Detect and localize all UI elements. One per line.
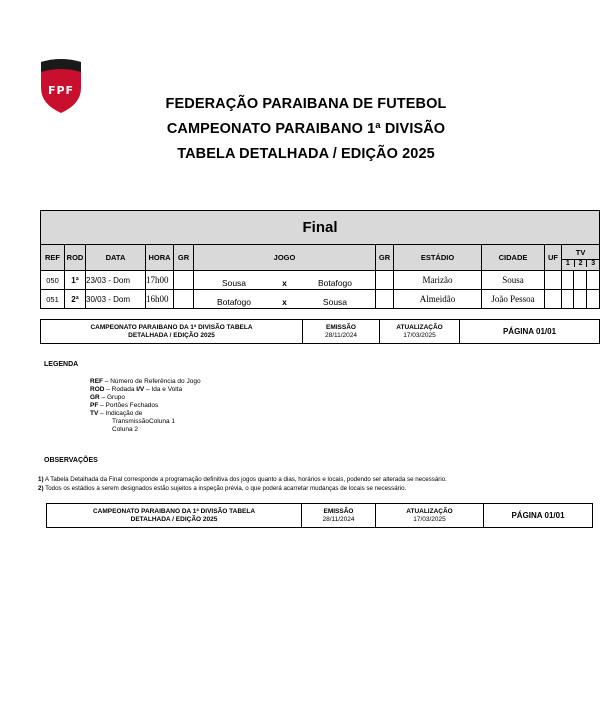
footer-title-line2: DETALHADA / EDIÇÃO 2025 (128, 331, 215, 339)
cell-tv2 (574, 290, 587, 309)
observations-title: OBSERVAÇÕES (44, 457, 98, 464)
header-table-title: TABELA DETALHADA / EDIÇÃO 2025 (177, 146, 435, 162)
footer-emissao (303, 320, 380, 344)
cell-estadio: Marizão (394, 271, 482, 290)
col-uf: UF (545, 245, 562, 271)
table-footer (40, 319, 600, 344)
legend-ref: REF – Número de Referência do Jogo (90, 378, 201, 385)
header-federation: FEDERAÇÃO PARAIBANA DE FUTEBOL (165, 96, 447, 112)
phase-title: Final (41, 211, 600, 245)
cell-gr1 (174, 290, 194, 309)
tv-subcolumns (562, 259, 599, 267)
col-data: DATA (86, 245, 146, 271)
cell-tv1 (562, 290, 574, 309)
col-tv (562, 245, 600, 271)
svg-text:FPF: FPF (47, 84, 75, 97)
col-estadio: ESTÁDIO (394, 245, 482, 271)
page-atualizacao-label: ATUALIZAÇÃO (406, 507, 453, 515)
cell-cidade: Sousa (482, 271, 545, 290)
cell-data: 30/03 - Dom (86, 290, 146, 309)
cell-gr2 (376, 271, 394, 290)
legend-pf: PF – Portões Fechados (90, 402, 159, 409)
page-footer-title-line1: CAMPEONATO PARAIBANO DA 1ª DIVISÃO TABELA (92, 507, 256, 515)
col-cidade: CIDADE (482, 245, 545, 271)
observation-1: 1) A Tabela Detalhada da Final corresponde a programação definitiva dos jogos quanto a dias, horários e locais, podendo ser alterada se necessário. (38, 476, 447, 483)
legend-rod: ROD – Rodada I/V – Ida e Volta (90, 386, 183, 393)
table-row (41, 271, 600, 290)
cell-tv3 (587, 271, 600, 290)
page-footer-title-line2: DETALHADA / EDIÇÃO 2025 (130, 515, 218, 523)
legend (90, 378, 201, 434)
cell-gr1 (174, 271, 194, 290)
home-team: Botafogo (216, 296, 252, 307)
away-team: Botafogo (317, 277, 352, 288)
cell-uf (545, 271, 562, 290)
cell-gr2 (376, 290, 394, 309)
footer-title-line1: CAMPEONATO PARAIBANO DA 1ª DIVISÃO TABELA (90, 323, 253, 331)
page-atualizacao-value: 17/03/2025 (413, 515, 446, 523)
page-footer-emissao (302, 504, 376, 528)
cell-tv1 (562, 271, 574, 290)
cell-hora: 17h00 (146, 271, 174, 290)
legend-tv-line2: TransmissãoColuna 1 (112, 418, 175, 425)
versus: x (282, 277, 287, 288)
cell-tv3 (587, 290, 600, 309)
observation-2: 2) Todos os estádios a serem designados estão sujeitos a inspeção prévia, o que poderá acarretar mudanças de locais se necessário. (38, 485, 407, 492)
page-emissao-label: EMISSÃO (323, 507, 354, 515)
footer-atualizacao (380, 320, 460, 344)
col-tv-1: 1 (565, 260, 570, 267)
legend-tv: TV – Indicação de (90, 410, 143, 417)
col-ref: REF (41, 245, 65, 271)
page-emissao-value: 28/11/2024 (322, 515, 355, 523)
away-team: Sousa (322, 296, 348, 307)
schedule-table (40, 210, 600, 309)
cell-rod: 1ª (65, 271, 86, 290)
page-footer (46, 503, 593, 528)
col-gr1: GR (174, 245, 194, 271)
col-tv-3: 3 (586, 260, 599, 267)
cell-cidade: João Pessoa (482, 290, 545, 309)
header-championship: CAMPEONATO PARAIBANO 1ª DIVISÃO (166, 121, 446, 137)
page-footer-number: PÁGINA 01/01 (484, 504, 593, 528)
cell-rod: 2ª (65, 290, 86, 309)
col-gr2: GR (376, 245, 394, 271)
cell-uf (545, 290, 562, 309)
cell-data: 23/03 - Dom (86, 271, 146, 290)
atualizacao-label: ATUALIZAÇÃO (396, 323, 443, 331)
emissao-label: EMISSÃO (326, 323, 356, 331)
table-header-row (41, 245, 600, 271)
page-footer-atualizacao (376, 504, 484, 528)
col-hora: HORA (146, 245, 174, 271)
versus: x (282, 296, 287, 307)
cell-estadio: Almeidão (394, 290, 482, 309)
page-number: PÁGINA 01/01 (460, 320, 600, 344)
col-tv-2: 2 (574, 260, 587, 267)
atualizacao-value: 17/03/2025 (403, 331, 436, 339)
legend-gr: GR – Grupo (90, 394, 126, 401)
footer-title (41, 320, 303, 344)
document-header (0, 92, 612, 167)
observations (38, 475, 598, 493)
col-jogo: JOGO (194, 245, 376, 271)
legend-title: LEGENDA (44, 361, 79, 368)
legend-tv-line3: Coluna 2 (112, 426, 139, 433)
cell-ref: 050 (41, 271, 65, 290)
col-tv-label: TV (575, 248, 586, 257)
cell-tv2 (574, 271, 587, 290)
page-footer-title (47, 504, 302, 528)
home-team: Sousa (221, 277, 247, 288)
col-rod: ROD (65, 245, 86, 271)
cell-jogo (194, 290, 376, 309)
table-row (41, 290, 600, 309)
cell-hora: 16h00 (146, 290, 174, 309)
emissao-value: 28/11/2024 (324, 331, 358, 339)
cell-ref: 051 (41, 290, 65, 309)
cell-jogo (194, 271, 376, 290)
